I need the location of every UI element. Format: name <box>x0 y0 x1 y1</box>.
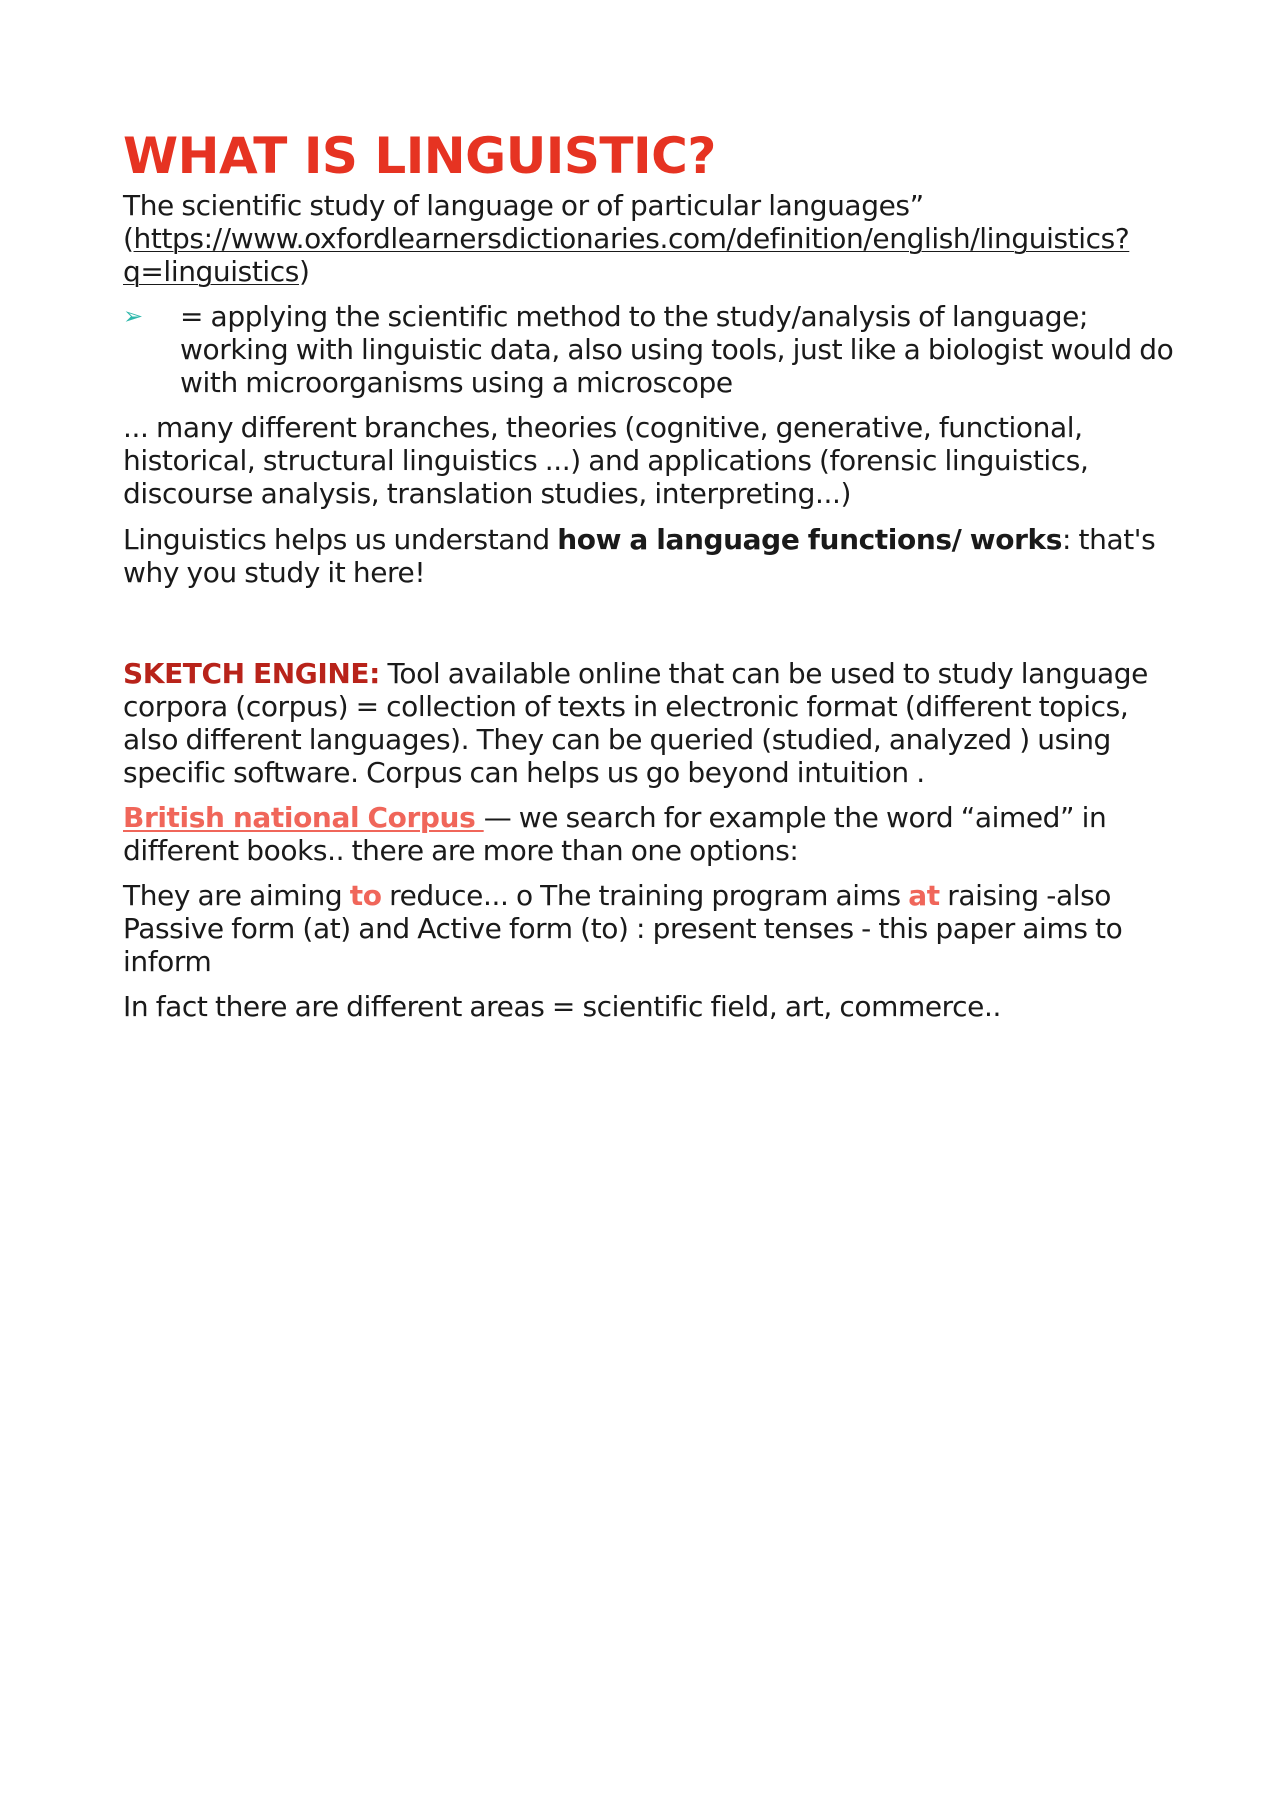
examples-part-3: raising -also Passive form (at) and Active form (to) : present tenses - this paper aims to inform <box>123 879 1123 978</box>
bullet-text: = applying the scientific method to the study/analysis of language; working with linguistic data, also using tools, just like a biologist would do with microorganisms using a microscope <box>180 300 1174 399</box>
sketch-engine-label: SKETCH ENGINE: <box>123 657 380 690</box>
helps-text-after: : that's why you study it here! <box>123 523 1156 589</box>
examples-part-2: reduce... o The training program aims <box>381 879 909 912</box>
branches-paragraph: ... many different branches, theories (cognitive, generative, functional, historical, structural linguistics ...) and applications (forensic linguistics, discourse analysis, translation studies, interpreting...) <box>123 411 1089 510</box>
helps-bold-text: how a language functions/ works <box>557 523 1062 556</box>
examples-paragraph <box>123 879 1183 978</box>
highlight-to: to <box>349 879 382 912</box>
sketch-engine-text: Tool available online that can be used to study language corpora (corpus) = collection of texts in electronic format (different topics, also different languages). They can be queried (studied, analyzed ) using specific software. Corpus can helps us go beyond intuition . <box>123 657 1148 789</box>
british-national-corpus-link[interactable]: British national Corpus <box>123 801 484 834</box>
highlight-at: at <box>908 879 940 912</box>
arrow-bullet-icon: ➢ <box>123 302 143 330</box>
helps-text-before: Linguistics helps us understand <box>123 523 558 556</box>
bnc-paragraph <box>123 801 1183 867</box>
definition-text: The scientific study of language or of particular languages” <box>123 189 924 222</box>
areas-paragraph: In fact there are different areas = scientific field, art, commerce.. <box>123 990 1001 1023</box>
helps-paragraph <box>123 523 1183 589</box>
oxford-dictionary-link[interactable]: https://www.oxfordlearnersdictionaries.com/definition/english/linguistics?q=linguistics <box>123 222 1130 288</box>
sketch-engine-paragraph <box>123 657 1183 789</box>
document-page <box>123 125 1183 1023</box>
page-title: WHAT IS LINGUISTIC? <box>123 127 716 185</box>
definition-close-paren: ) <box>298 255 310 288</box>
examples-part-1: They are aiming <box>123 879 350 912</box>
bullet-item <box>123 300 1183 399</box>
definition-open-paren: ( <box>123 222 134 255</box>
definition-paragraph <box>123 189 1183 288</box>
bnc-text: — we search for example the word “aimed” in different books.. there are more than one options: <box>123 801 1107 867</box>
